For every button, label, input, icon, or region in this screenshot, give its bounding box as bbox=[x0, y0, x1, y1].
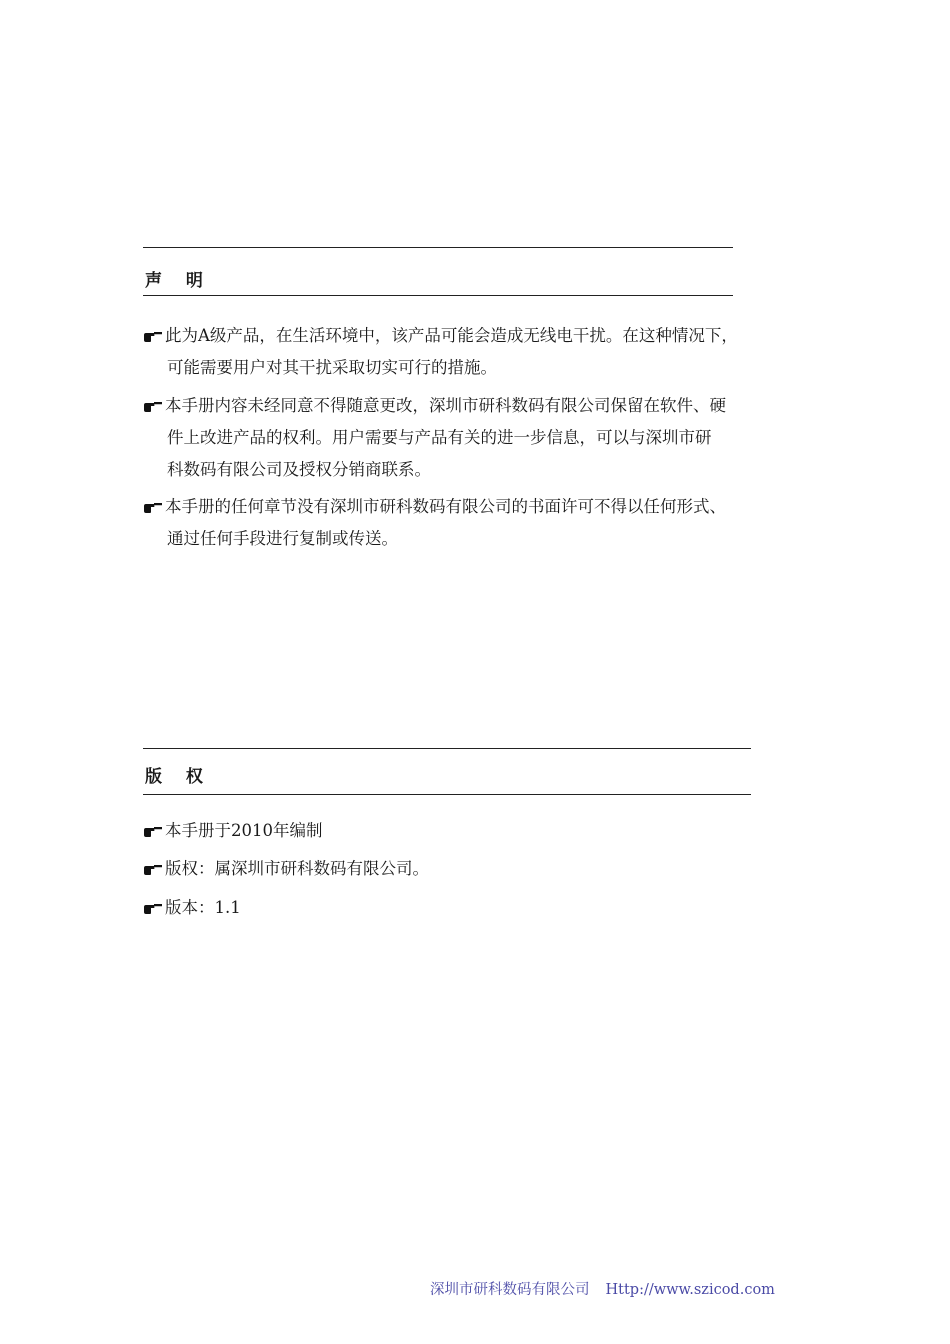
declaration-top-rule bbox=[143, 247, 733, 248]
copyright-item-1: 本手册于2010年编制 bbox=[143, 815, 813, 847]
pointing-hand-icon bbox=[143, 864, 165, 876]
declaration-heading: 声 明 bbox=[145, 271, 212, 291]
copyright-item-3: 版本：1.1 bbox=[143, 892, 813, 924]
pointing-hand-icon bbox=[143, 826, 165, 838]
page-footer bbox=[430, 1278, 775, 1299]
copyright-heading: 版 权 bbox=[145, 767, 212, 787]
pointing-hand-icon bbox=[143, 903, 165, 915]
declaration-bottom-rule bbox=[143, 295, 733, 296]
declaration-item-3: 本手册的任何章节没有深圳市研科数码有限公司的书面许可不得以任何形式、 通过任何手段进行复制或传送。 bbox=[143, 491, 813, 555]
declaration-item-1: 此为A级产品，在生活环境中，该产品可能会造成无线电干扰。在这种情况下， 可能需要用户对其干扰采取切实可行的措施。 bbox=[143, 320, 813, 384]
footer-url-link[interactable]: Http://www.szicod.com bbox=[605, 1282, 775, 1298]
pointing-hand-icon bbox=[143, 502, 165, 514]
footer-company: 深圳市研科数码有限公司 bbox=[430, 1282, 590, 1298]
declaration-item-2: 本手册内容未经同意不得随意更改，深圳市研科数码有限公司保留在软件、硬 件上改进产品的权利。用户需要与产品有关的进一步信息，可以与深圳市研 科数码有限公司及授权分销商联系。 bbox=[143, 390, 813, 486]
copyright-item-2: 版权：属深圳市研科数码有限公司。 bbox=[143, 853, 813, 885]
pointing-hand-icon bbox=[143, 401, 165, 413]
copyright-top-rule bbox=[143, 748, 751, 749]
copyright-bottom-rule bbox=[143, 794, 751, 795]
pointing-hand-icon bbox=[143, 331, 165, 343]
